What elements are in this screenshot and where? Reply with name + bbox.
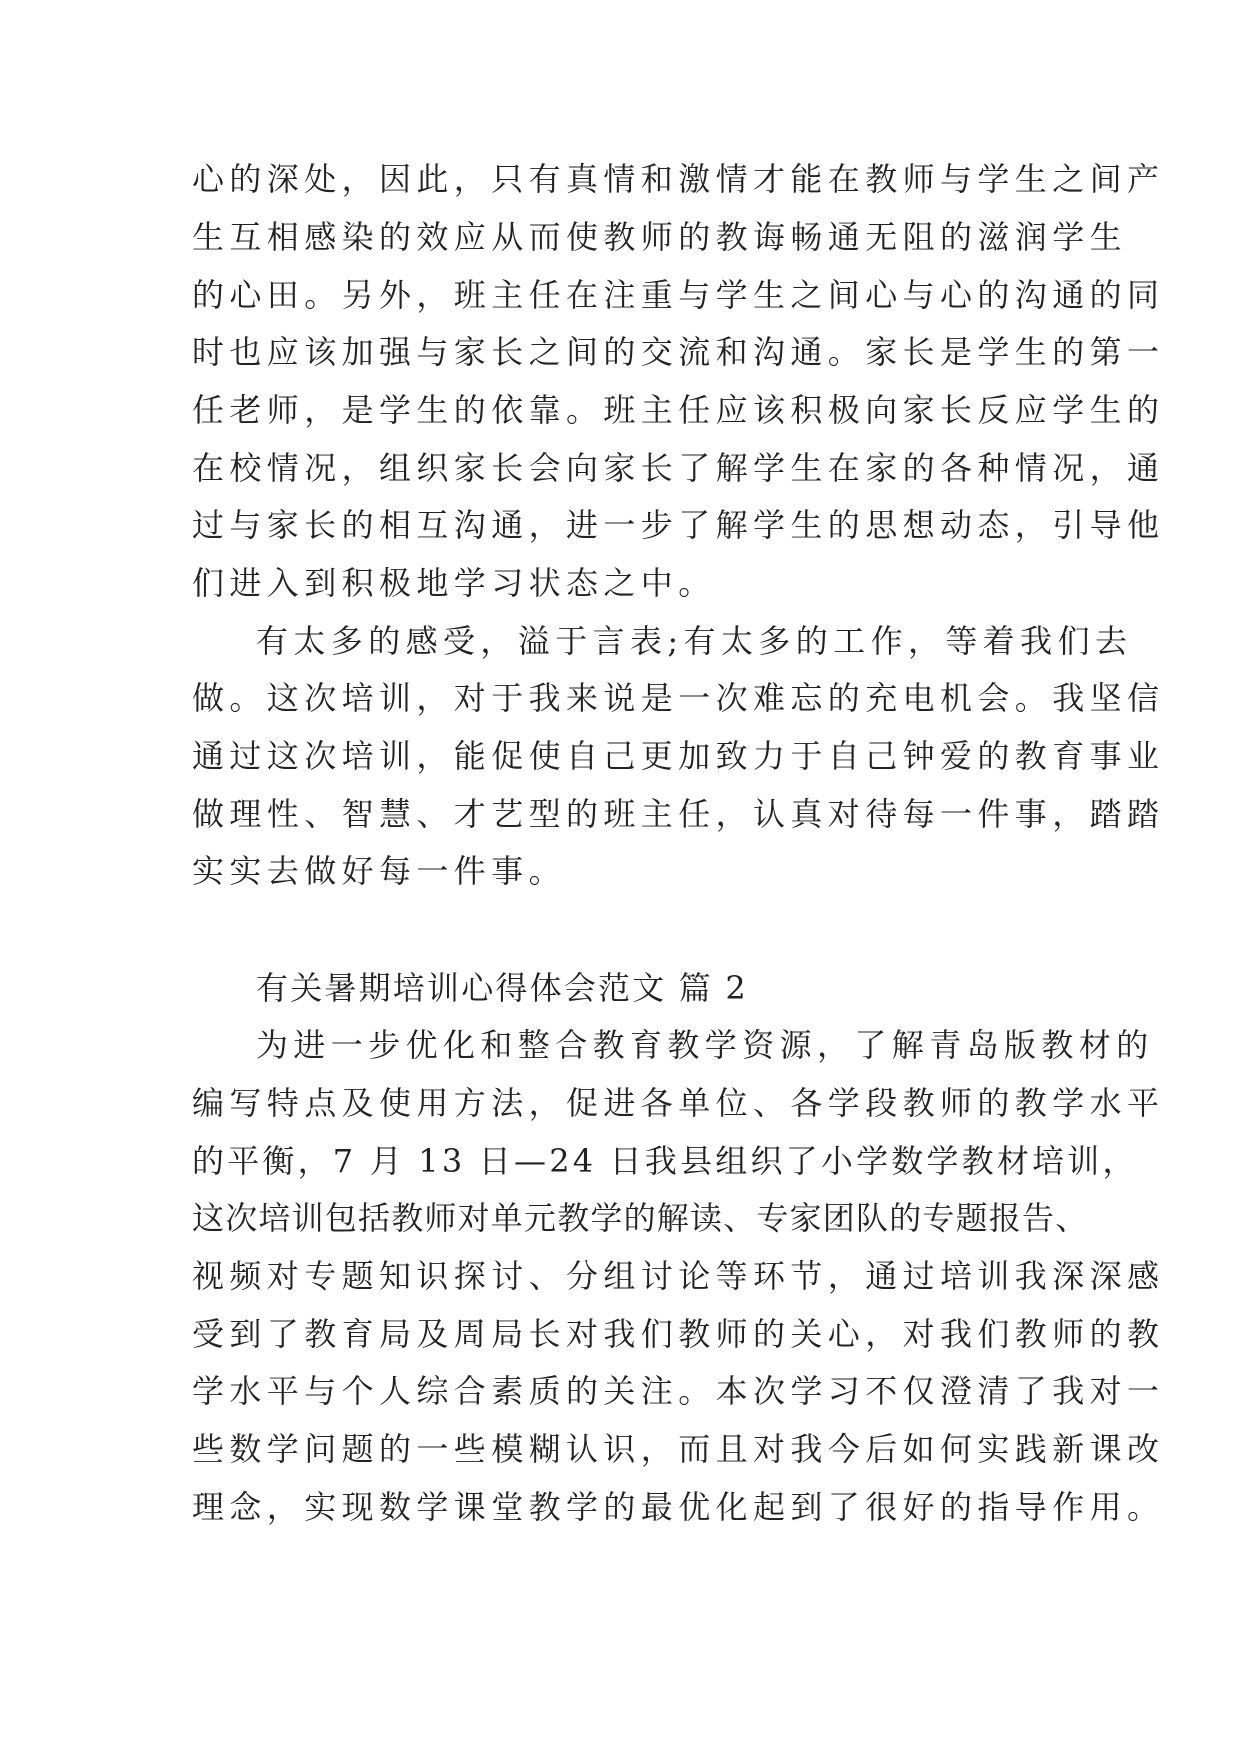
section-paragraph-line-7: 学水平与个人综合素质的关注。本次学习不仅澄清了我对一 — [192, 1372, 1165, 1410]
section-paragraph-line-9: 理念，实现数学课堂教学的最优化起到了很好的指导作用。 — [192, 1488, 1165, 1526]
paragraph-2-line-4: 做理性、智慧、才艺型的班主任，认真对待每一件事，踏踏 — [192, 795, 1165, 833]
paragraph-1-line-6: 在校情况，组织家长会向家长了解学生在家的各种情况，通 — [192, 449, 1165, 487]
paragraph-1-line-2: 生互相感染的效应从而使教师的教诲畅通无阻的滋润学生 — [192, 218, 1128, 256]
paragraph-2-line-2: 做。这次培训，对于我来说是一次难忘的充电机会。我坚信 — [192, 679, 1165, 717]
section-paragraph-line-8: 些数学问题的一些模糊认识，而且对我今后如何实践新课改 — [192, 1430, 1165, 1468]
section-paragraph-line-3: 的平衡，7 月 13 日—24 日我县组织了小学数学教材培训， — [192, 1142, 1138, 1180]
paragraph-2-line-5: 实实去做好每一件事。 — [192, 852, 567, 890]
section-paragraph-line-4: 这次培训包括教师对单元教学的解读、专家团队的专题报告、 — [192, 1199, 1089, 1237]
paragraph-2-line-1: 有太多的感受，溢于言表;有太多的工作，等着我们去 — [256, 622, 1133, 660]
paragraph-1-line-3: 的心田。另外，班主任在注重与学生之间心与心的沟通的同 — [192, 276, 1165, 314]
section-paragraph-line-1: 为进一步优化和整合教育教学资源，了解青岛版教材的 — [256, 1026, 1154, 1064]
paragraph-1-line-4: 时也应该加强与家长之间的交流和沟通。家长是学生的第一 — [192, 333, 1165, 371]
section-heading: 有关暑期培训心得体会范文 篇 2 — [256, 969, 748, 1007]
paragraph-1-line-7: 过与家长的相互沟通，进一步了解学生的思想动态，引导他 — [192, 506, 1165, 544]
paragraph-1-line-5: 任老师，是学生的依靠。班主任应该积极向家长反应学生的 — [192, 391, 1165, 429]
section-paragraph-line-6: 受到了教育局及周局长对我们教师的关心，对我们教师的教 — [192, 1315, 1165, 1353]
section-paragraph-line-2: 编写特点及使用方法，促进各单位、各学段教师的教学水平 — [192, 1084, 1165, 1122]
paragraph-1-line-1: 心的深处，因此，只有真情和激情才能在教师与学生之间产 — [192, 160, 1165, 198]
paragraph-1-line-8: 们进入到积极地学习状态之中。 — [192, 564, 716, 602]
section-paragraph-line-5: 视频对专题知识探讨、分组讨论等环节，通过培训我深深感 — [192, 1257, 1165, 1295]
paragraph-2-line-3: 通过这次培训，能促使自己更加致力于自己钟爱的教育事业 — [192, 737, 1165, 775]
